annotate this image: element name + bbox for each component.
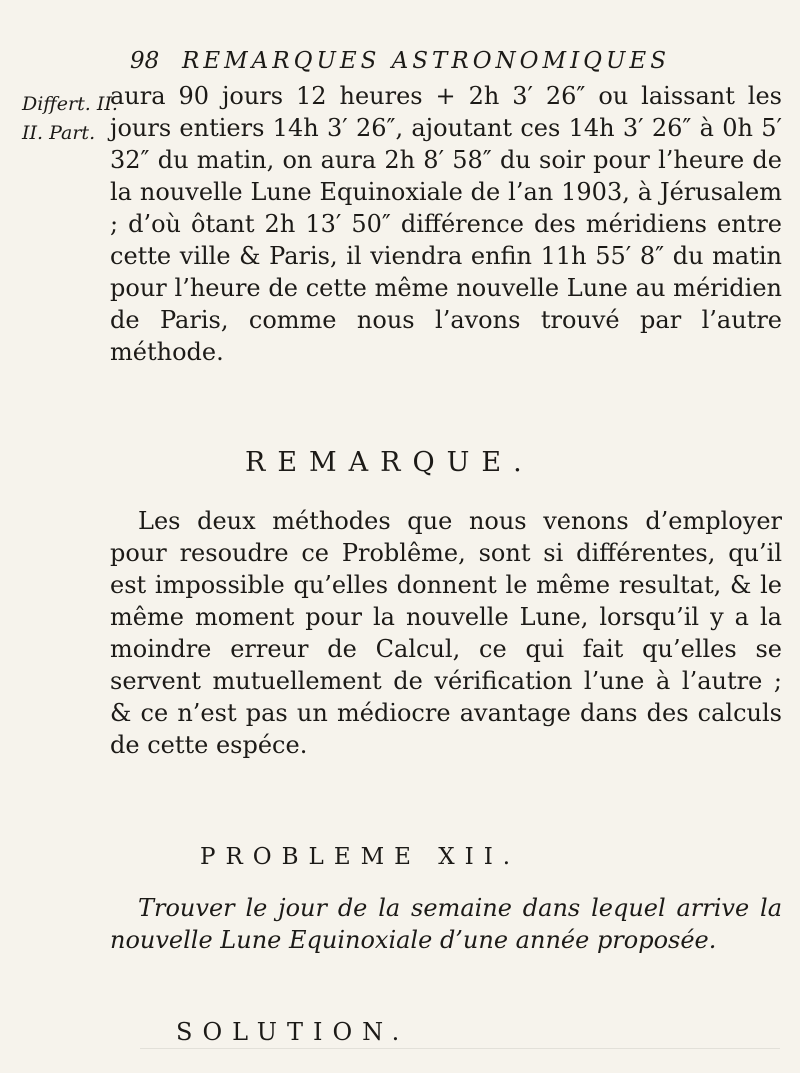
- paragraph-2: Les deux méthodes que nous venons d’employer pour resoudre ce Problême, sont si différentes, qu’il est impossible qu’elles donnent le même resultat, & le même moment pour la nouvelle Lune, lorsqu’il y a la moindre erreur de Calcul, ce qui fait qu’elles se servent mutuellement de vérification l’une à l’autre ; & ce n’est pas un médiocre avantage dans des calculs de cette espéce.: [110, 507, 782, 759]
- page-bottom-rule: [140, 1048, 780, 1049]
- margin-note: [22, 90, 118, 148]
- margin-note-line-1: Differt. II.: [22, 93, 118, 115]
- remarque-heading: REMARQUE.: [245, 447, 534, 478]
- probleme-heading: PROBLEME XII.: [200, 844, 521, 870]
- page-header: [130, 44, 770, 84]
- running-head: REMARQUES ASTRONOMIQUES: [182, 48, 670, 74]
- solution-heading: SOLUTION.: [176, 1018, 410, 1046]
- page-number: 98: [130, 48, 160, 74]
- margin-note-line-2: II. Part.: [22, 122, 96, 144]
- problem-statement: Trouver le jour de la semaine dans lequel arrive la nouvelle Lune Equinoxiale d’une année proposée.: [110, 894, 782, 954]
- paragraph-1: aura 90 jours 12 heures + 2h 3′ 26″ ou laissant les jours entiers 14h 3′ 26″, ajoutant ces 14h 3′ 26″ à 0h 5′ 32″ du matin, on aura 2h 8′ 58″ du soir pour l’heure de la nouvelle Lune Equinoxiale de l’an 1903, à Jérusalem ; d’où ôtant 2h 13′ 50″ différence des méridiens entre cette ville & Paris, il viendra enfin 11h 55′ 8″ du matin pour l’heure de cette même nouvelle Lune au méridien de Paris, comme nous l’avons trouvé par l’autre méthode.: [110, 82, 782, 366]
